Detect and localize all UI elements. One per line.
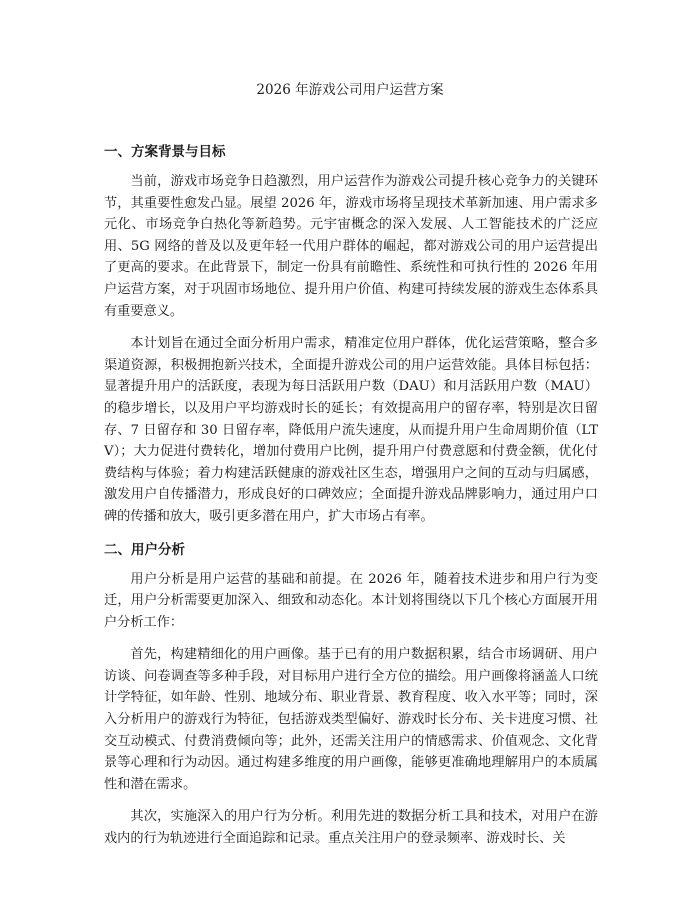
paragraph: 用户分析是用户运营的基础和前提。在 2026 年，随着技术进步和用户行为变迁，用户分析需要更加深入、细致和动态化。本计划将围绕以下几个核心方面展开用户分析工作： <box>104 571 598 630</box>
document-body <box>104 141 598 861</box>
document-title: 2026 年游戏公司用户运营方案 <box>256 82 444 98</box>
section-heading: 二、用户分析 <box>104 541 185 558</box>
paragraph: 其次，实施深入的用户行为分析。利用先进的数据分析工具和技术，对用户在游戏内的行为轨迹进行全面追踪和记录。重点关注用户的登录频率、游戏时长、关 <box>104 809 598 847</box>
paragraph: 本计划旨在通过全面分析用户需求，精准定位用户群体，优化运营策略，整合多渠道资源，积极拥抱新兴技术，全面提升游戏公司的用户运营效能。具体目标包括：显著提升用户的活跃度，表现为每日活跃用户数（DAU）和月活跃用户数（MAU）的稳步增长，以及用户平均游戏时长的延长；有效提高用户的留存率，特别是次日留存、7 日留存和 30 日留存率，降低用户流失速度，从而提升用户生命周期价值（LTV）；大力促进付费转化，增加付费用户比例，提升用户付费意愿和付费金额，优化付费结构与体验；着力构建活跃健康的游戏社区生态，增强用户之间的互动与归属感，激发用户自传播潜力，形成良好的口碑效应；全面提升游戏品牌影响力，通过用户口碑的传播和放大，吸引更多潜在用户，扩大市场占有率。 <box>104 336 598 524</box>
paragraph: 首先，构建精细化的用户画像。基于已有的用户数据积累，结合市场调研、用户访谈、问卷调查等多种手段，对目标用户进行全方位的描绘。用户画像将涵盖人口统计学特征，如年龄、性别、地域分布、职业背景、教育程度、收入水平等；同时，深入分析用户的游戏行为特征，包括游戏类型偏好、游戏时长分布、关卡进度习惯、社交互动模式、付费消费倾向等；此外，还需关注用户的情感需求、价值观念、文化背景等心理和行为动因。通过构建多维度的用户画像，能够更准确地理解用户的本质属性和潜在需求。 <box>104 647 598 792</box>
section-heading: 一、方案背景与目标 <box>104 144 226 160</box>
paragraph: 当前，游戏市场竞争日趋激烈，用户运营作为游戏公司提升核心竞争力的关键环节，其重要性愈发凸显。展望 2026 年，游戏市场将呈现技术革新加速、用户需求多元化、市场竞争白热化等新趋势。元宇宙概念的深入发展、人工智能技术的广泛应用、5G 网络的普及以及更年轻一代用户群体的崛起，都对游戏公司的用户运营提出了更高的要求。在此背景下，制定一份具有前瞻性、系统性和可执行性的 2026 年用户运营方案，对于巩固市场地位、提升用户价值、构建可持续发展的游戏生态体系具有重要意义。 <box>104 174 598 319</box>
section-background-goals <box>104 141 598 528</box>
section-user-analysis <box>104 539 598 850</box>
